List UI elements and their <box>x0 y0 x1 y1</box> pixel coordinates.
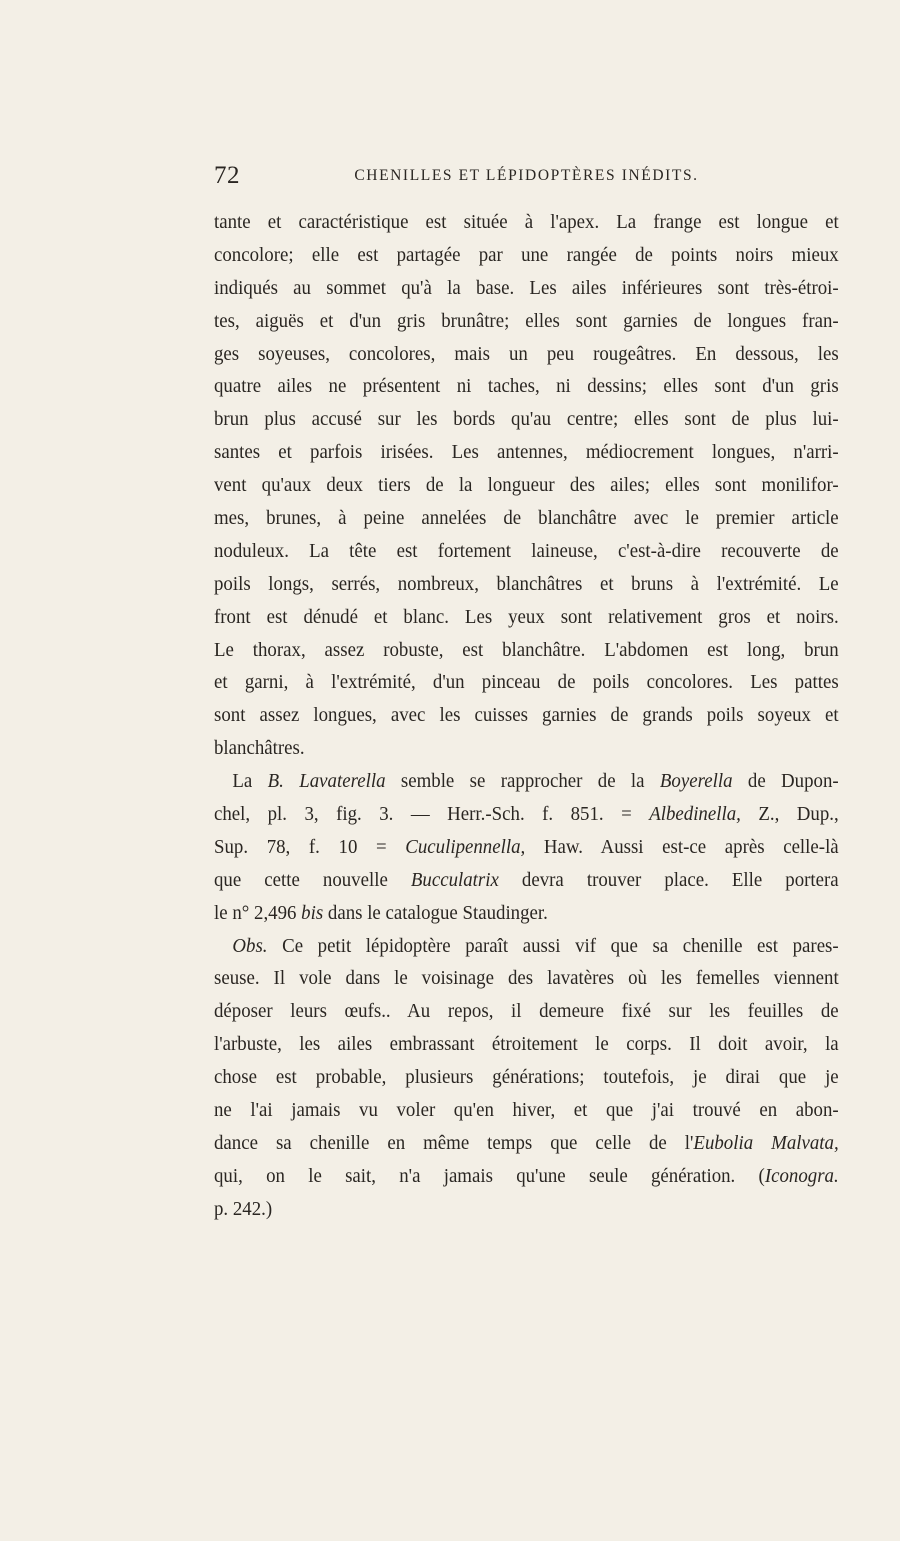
text-segment: p. 242.) <box>214 1197 273 1220</box>
italic-text: Eubolia Malvata, <box>693 1131 839 1154</box>
text-line <box>214 1127 839 1160</box>
text-segment: La <box>232 770 268 793</box>
text-segment: le n° 2,496 <box>214 901 302 924</box>
text-line <box>214 502 839 535</box>
italic-text: bis <box>301 901 324 924</box>
text-segment: indiqués au sommet qu'à la base. Les ailes inférieures sont très-étroi- <box>214 276 839 299</box>
text-segment: Haw. Aussi est-ce après celle-là <box>525 835 839 858</box>
italic-text: Boyerella <box>659 770 733 793</box>
italic-text: Obs. <box>232 934 268 957</box>
text-line <box>214 1160 839 1193</box>
text-line <box>214 1094 839 1127</box>
text-line <box>214 535 839 568</box>
text-segment: devra trouver place. Elle portera <box>498 868 839 891</box>
text-line <box>214 305 839 338</box>
text-line <box>214 239 839 272</box>
text-line <box>214 206 839 239</box>
text-segment: semble se rapprocher de la <box>385 770 660 793</box>
text-line <box>214 765 839 798</box>
text-segment: ne l'ai jamais vu voler qu'en hiver, et que j'ai trouvé en abon- <box>214 1099 839 1122</box>
text-segment: de Dupon- <box>732 770 839 793</box>
text-line <box>214 1028 839 1061</box>
page-header <box>214 162 839 192</box>
text-line <box>214 831 839 864</box>
text-segment: sont assez longues, avec les cuisses garnies de grands poils soyeux et <box>214 704 839 727</box>
italic-text: B. Lavaterella <box>267 770 386 793</box>
text-segment: Le thorax, assez robuste, est blanchâtre. L'abdomen est long, brun <box>214 638 839 661</box>
text-segment: quatre ailes ne présentent ni taches, ni dessins; elles sont d'un gris <box>214 375 839 398</box>
italic-text: Cuculipennella, <box>405 835 526 858</box>
text-line <box>214 1061 839 1094</box>
text-line <box>214 568 839 601</box>
text-segment: seuse. Il vole dans le voisinage des lavatères où les femelles viennent <box>214 967 839 990</box>
running-title: CHENILLES ET LÉPIDOPTÈRES INÉDITS. <box>354 167 699 184</box>
text-segment: Sup. 78, f. 10 = <box>214 835 406 858</box>
text-segment: chose est probable, plusieurs générations; toutefois, je dirai que je <box>214 1066 839 1089</box>
text-segment: et garni, à l'extrémité, d'un pinceau de poils concolores. Les pattes <box>214 671 839 694</box>
text-segment: Z., Dup., <box>740 803 839 826</box>
text-line <box>214 403 839 436</box>
text-segment: dans le catalogue Staudinger. <box>323 901 548 924</box>
italic-text: Bucculatrix <box>410 868 499 891</box>
text-segment: poils longs, serrés, nombreux, blanchâtres et bruns à l'extrémité. Le <box>214 572 839 595</box>
text-line <box>214 732 839 765</box>
text-segment: santes et parfois irisées. Les antennes, médiocrement longues, n'arri- <box>214 441 839 464</box>
text-segment: front est dénudé et blanc. Les yeux sont relativement gros et noirs. <box>214 605 839 628</box>
text-segment: déposer leurs œufs.. Au repos, il demeure fixé sur les feuilles de <box>214 1000 839 1023</box>
text-segment: brun plus accusé sur les bords qu'au centre; elles sont de plus lui- <box>214 408 839 431</box>
text-segment: concolore; elle est partagée par une rangée de points noirs mieux <box>214 243 839 266</box>
text-line <box>214 1193 839 1226</box>
page-number: 72 <box>214 162 240 189</box>
text-line <box>214 338 839 371</box>
text-segment: dance sa chenille en même temps que celle de l' <box>214 1131 694 1154</box>
text-line <box>214 272 839 305</box>
text-segment: noduleux. La tête est fortement laineuse, c'est-à-dire recouverte de <box>214 539 839 562</box>
text-line <box>214 436 839 469</box>
text-segment: qui, on le sait, n'a jamais qu'une seule génération. ( <box>214 1164 765 1187</box>
text-segment: ges soyeuses, concolores, mais un peu rougeâtres. En dessous, les <box>214 342 839 365</box>
text-segment: mes, brunes, à peine annelées de blanchâtre avec le premier article <box>214 507 839 530</box>
text-line <box>214 699 839 732</box>
text-line <box>214 798 839 831</box>
text-segment: tante et caractéristique est située à l'apex. La frange est longue et <box>214 211 839 233</box>
text-line <box>214 469 839 502</box>
text-line <box>214 864 839 897</box>
body-text <box>214 206 839 1226</box>
text-segment: blanchâtres. <box>214 737 305 760</box>
text-line <box>214 634 839 667</box>
text-segment: tes, aiguës et d'un gris brunâtre; elles sont garnies de longues fran- <box>214 309 839 332</box>
text-segment: vent qu'aux deux tiers de la longueur des ailes; elles sont monilifor- <box>214 474 839 497</box>
text-segment: que cette nouvelle <box>214 868 411 891</box>
text-line <box>214 897 839 930</box>
text-line <box>214 370 839 403</box>
text-line <box>214 601 839 634</box>
text-line <box>214 962 839 995</box>
text-segment: chel, pl. 3, fig. 3. — Herr.-Sch. f. 851. = <box>214 803 650 826</box>
italic-text: Iconogra. <box>764 1164 839 1187</box>
text-line <box>214 666 839 699</box>
text-segment: Ce petit lépidoptère paraît aussi vif que sa chenille est pares- <box>267 934 839 957</box>
italic-text: Albedinella, <box>649 803 741 826</box>
text-line <box>214 995 839 1028</box>
text-segment: l'arbuste, les ailes embrassant étroitement le corps. Il doit avoir, la <box>214 1033 839 1056</box>
text-line <box>214 930 839 963</box>
